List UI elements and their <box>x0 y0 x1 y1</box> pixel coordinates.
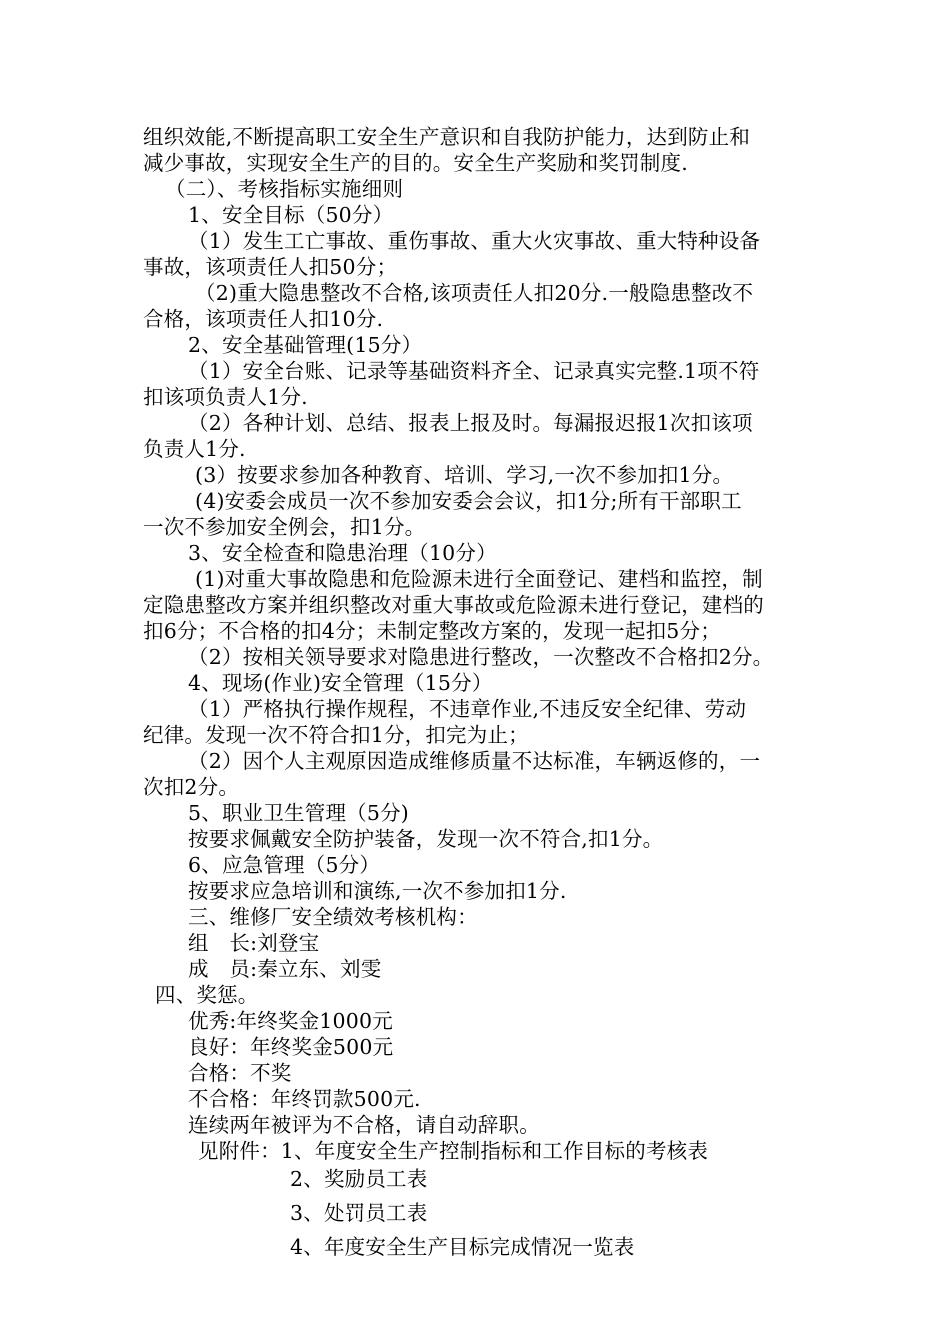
reward-pass: 合格：不奖 <box>188 1061 292 1085</box>
text-line: 合格，该项责任人扣10分. <box>143 307 384 331</box>
reward-good: 良好：年终奖金500元 <box>188 1035 394 1059</box>
item-heading: 3、安全检查和隐患治理（10分） <box>188 541 497 565</box>
reward-excellent: 优秀:年终奖金1000元 <box>188 1009 393 1033</box>
text-line: (3）按要求参加各种教育、培训、学习,一次不参加扣1分。 <box>195 463 734 487</box>
item-heading: 2、安全基础管理(15分） <box>188 333 423 357</box>
attachment-item: 见附件：1、年度安全生产控制指标和工作目标的考核表 <box>198 1139 709 1163</box>
section-heading: （二）、考核指标实施细则 <box>165 177 404 201</box>
penalty-fail: 不合格：年终罚款500元. <box>188 1087 421 1111</box>
text-line: 次扣2分。 <box>143 775 240 799</box>
section-heading: 三、维修厂安全绩效考核机构： <box>188 905 478 929</box>
section-heading: 四、奖惩。 <box>155 983 259 1007</box>
text-line: 按要求佩戴安全防护装备，发现一次不符合,扣1分。 <box>188 827 664 851</box>
text-line: （2）因个人主观原因造成维修质量不达标准，车辆返修的，一 <box>188 749 761 773</box>
text-line: （1）安全台账、记录等基础资料齐全、记录真实完整.1项不符 <box>188 359 760 383</box>
attachment-item: 3、处罚员工表 <box>290 1201 428 1225</box>
text-line: 一次不参加安全例会，扣1分。 <box>143 515 426 539</box>
text-line: (4)安委会成员一次不参加安委会会议，扣1分;所有干部职工 <box>195 489 742 513</box>
text-line: （1）严格执行操作规程，不违章作业,不违反安全纪律、劳动 <box>188 697 747 721</box>
item-heading: 1、安全目标（50分） <box>188 203 394 227</box>
text-line: （2）按相关领导要求对隐患进行整改，一次整改不合格扣2分。 <box>188 645 774 669</box>
text-line: （2）各种计划、总结、报表上报及时。每漏报迟报1次扣该项 <box>188 411 753 435</box>
text-line: 纪律。发现一次不符合扣1分，扣完为止； <box>143 723 529 747</box>
committee-members: 成 员:秦立东、刘雯 <box>188 957 382 981</box>
text-line: 负责人1分. <box>143 437 246 461</box>
text-line: （1）发生工亡事故、重伤事故、重大火灾事故、重大特种设备 <box>188 229 761 253</box>
item-heading: 6、应急管理（5分） <box>188 853 381 877</box>
attachment-item: 2、奖励员工表 <box>290 1167 428 1191</box>
text-line: 事故，该项责任人扣50分； <box>143 255 398 279</box>
item-heading: 4、现场(作业)安全管理（15分） <box>188 671 493 695</box>
text-line: 连续两年被评为不合格，请自动辞职。 <box>188 1113 540 1137</box>
text-line: (1)对重大事故隐患和危险源未进行全面登记、建档和监控，制 <box>195 567 763 591</box>
text-line: 扣该项负责人1分. <box>143 385 308 409</box>
text-line: 按要求应急培训和演练,一次不参加扣1分. <box>188 879 567 903</box>
text-line: （2)重大隐患整改不合格,该项责任人扣20分.一般隐患整改不 <box>195 281 754 305</box>
text-line: 组织效能,不断提高职工安全生产意识和自我防护能力，达到防止和 <box>143 125 751 149</box>
text-line: 定隐患整改方案并组织整改对重大事故或危险源未进行登记，建档的 <box>143 593 764 617</box>
attachment-item: 4、年度安全生产目标完成情况一览表 <box>290 1235 635 1259</box>
text-line: 减少事故，实现安全生产的目的。安全生产奖励和奖罚制度. <box>143 151 688 175</box>
committee-leader: 组 长:刘登宝 <box>188 931 320 955</box>
text-line: 扣6分；不合格的扣4分；未制定整改方案的，发现一起扣5分； <box>143 619 721 643</box>
item-heading: 5、职业卫生管理（5分) <box>188 801 409 825</box>
